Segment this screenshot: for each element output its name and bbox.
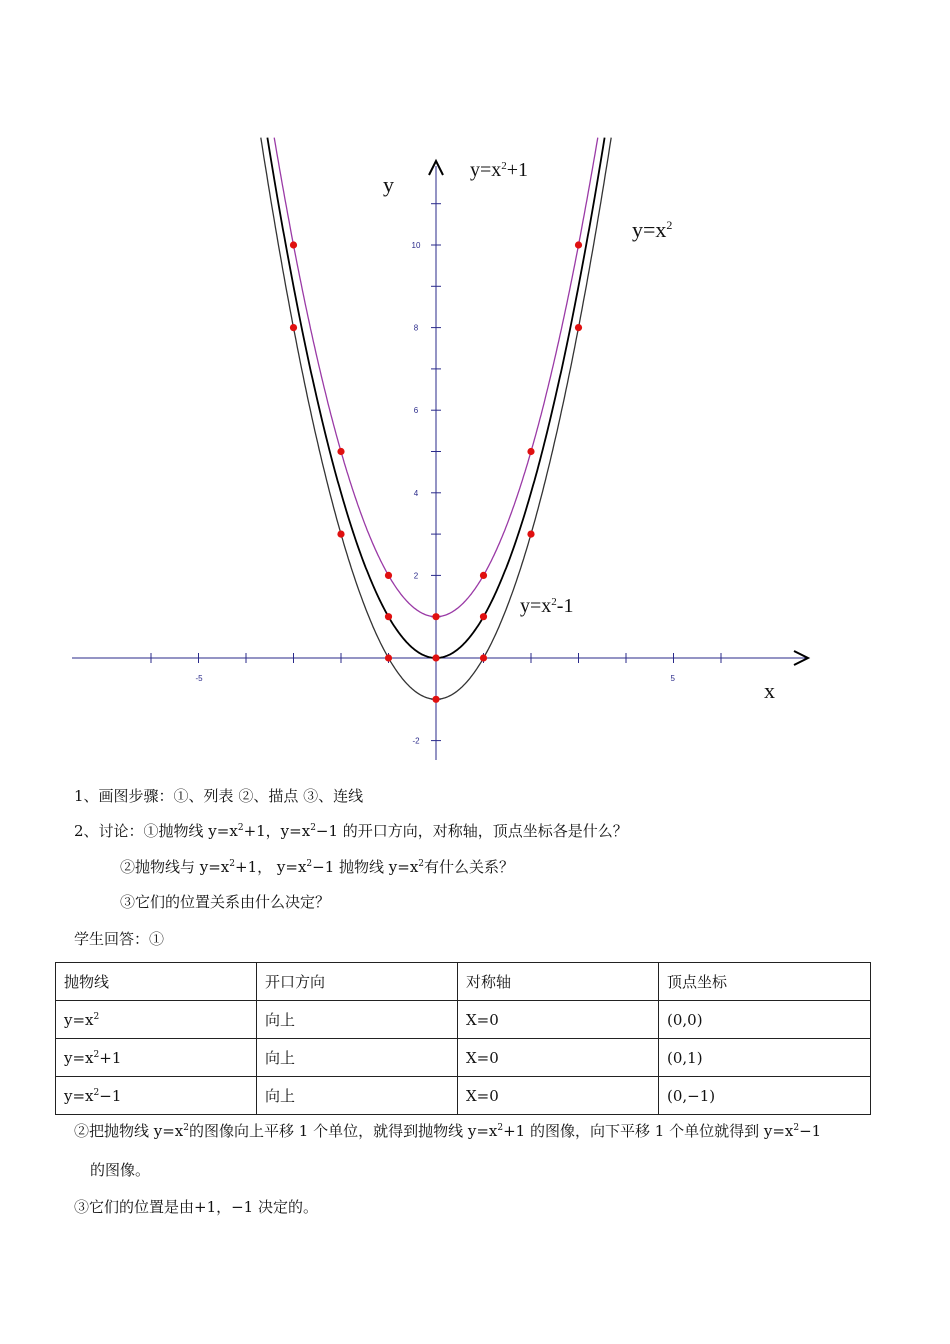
data-point bbox=[337, 448, 344, 455]
data-point bbox=[290, 324, 297, 331]
y-tick-label: -2 bbox=[412, 736, 420, 746]
data-point bbox=[385, 654, 392, 661]
y-tick-label: 2 bbox=[413, 571, 419, 581]
y-tick-label: 10 bbox=[411, 241, 421, 250]
discussion-question-3: ③它们的位置关系由什么决定？ bbox=[120, 893, 331, 911]
conclusion-shift: ②把抛物线 $y=x^2$的图像向上平移 1 个单位，就得到抛物线 $y=x^2+1$ 的图像，向下平移 1 个单位就得到 $y=x^2-1$ bbox=[74, 1122, 822, 1140]
data-point bbox=[480, 654, 487, 661]
x-tick-label: 5 bbox=[670, 674, 675, 683]
data-point bbox=[527, 448, 534, 455]
table-row bbox=[56, 1077, 871, 1115]
answer-table bbox=[55, 962, 871, 1115]
x-tick-label: -5 bbox=[195, 674, 203, 683]
data-point bbox=[432, 696, 439, 703]
y-tick-label: 4 bbox=[413, 488, 419, 498]
header-vertex: 顶点坐标 bbox=[659, 963, 871, 1001]
discussion-question-1: 2、讨论：①抛物线 $y=x^2+1$，$y=x^2-1$ 的开口方向，对称轴，顶点坐标各是什么？ bbox=[74, 822, 628, 840]
header-opening: 开口方向 bbox=[257, 963, 458, 1001]
data-point bbox=[337, 531, 344, 538]
data-point bbox=[290, 241, 297, 248]
data-point bbox=[385, 572, 392, 579]
axes bbox=[72, 161, 808, 760]
header-axis: 对称轴 bbox=[458, 963, 659, 1001]
conclusion-shift-cont: 的图像。 bbox=[90, 1161, 151, 1179]
legend-y-x2: $y=x^2$ bbox=[632, 217, 673, 242]
cell-parabola: $y=x^2+1$ bbox=[56, 1039, 257, 1077]
legend-y-x2-plus-1: $y=x^2+1$ bbox=[470, 159, 529, 181]
data-point bbox=[480, 613, 487, 620]
conclusion-position: ③它们的位置是由+1，−1 决定的。 bbox=[74, 1198, 318, 1216]
cell-vertex: (0,0) bbox=[659, 1001, 871, 1039]
data-point bbox=[432, 654, 439, 661]
cell-axis: X=0 bbox=[458, 1039, 659, 1077]
discussion-question-2: ②抛物线与 $y=x^2+1$， $y=x^2-1$ 抛物线 $y=x^2$有什么关系？ bbox=[120, 858, 515, 876]
data-point bbox=[432, 613, 439, 620]
cell-vertex: (0,−1) bbox=[659, 1077, 871, 1115]
cell-vertex: (0,1) bbox=[659, 1039, 871, 1077]
legend-y-x2-minus-1: $y=x^2-1$ bbox=[520, 595, 574, 617]
cell-opening: 向上 bbox=[257, 1077, 458, 1115]
data-point bbox=[575, 324, 582, 331]
y-tick-label: 6 bbox=[413, 406, 419, 416]
header-parabola: 抛物线 bbox=[56, 963, 257, 1001]
cell-parabola: $y=x^2$ bbox=[56, 1001, 257, 1039]
data-point bbox=[385, 613, 392, 620]
cell-opening: 向上 bbox=[257, 1001, 458, 1039]
student-answer-heading: 学生回答：① bbox=[74, 930, 165, 948]
table-row bbox=[56, 1001, 871, 1039]
y-axis-label: y bbox=[383, 172, 394, 197]
x-axis-label: x bbox=[764, 678, 775, 703]
table-header-row bbox=[56, 963, 871, 1001]
y-tick-label: 8 bbox=[413, 323, 419, 333]
drawing-steps: 1、画图步骤：①、列表 ②、描点 ③、连线 bbox=[74, 787, 364, 805]
data-point bbox=[480, 572, 487, 579]
cell-opening: 向上 bbox=[257, 1039, 458, 1077]
cell-parabola: $y=x^2-1$ bbox=[56, 1077, 257, 1115]
cell-axis: X=0 bbox=[458, 1001, 659, 1039]
cell-axis: X=0 bbox=[458, 1077, 659, 1115]
data-point bbox=[575, 241, 582, 248]
data-point bbox=[527, 531, 534, 538]
table-row bbox=[56, 1039, 871, 1077]
